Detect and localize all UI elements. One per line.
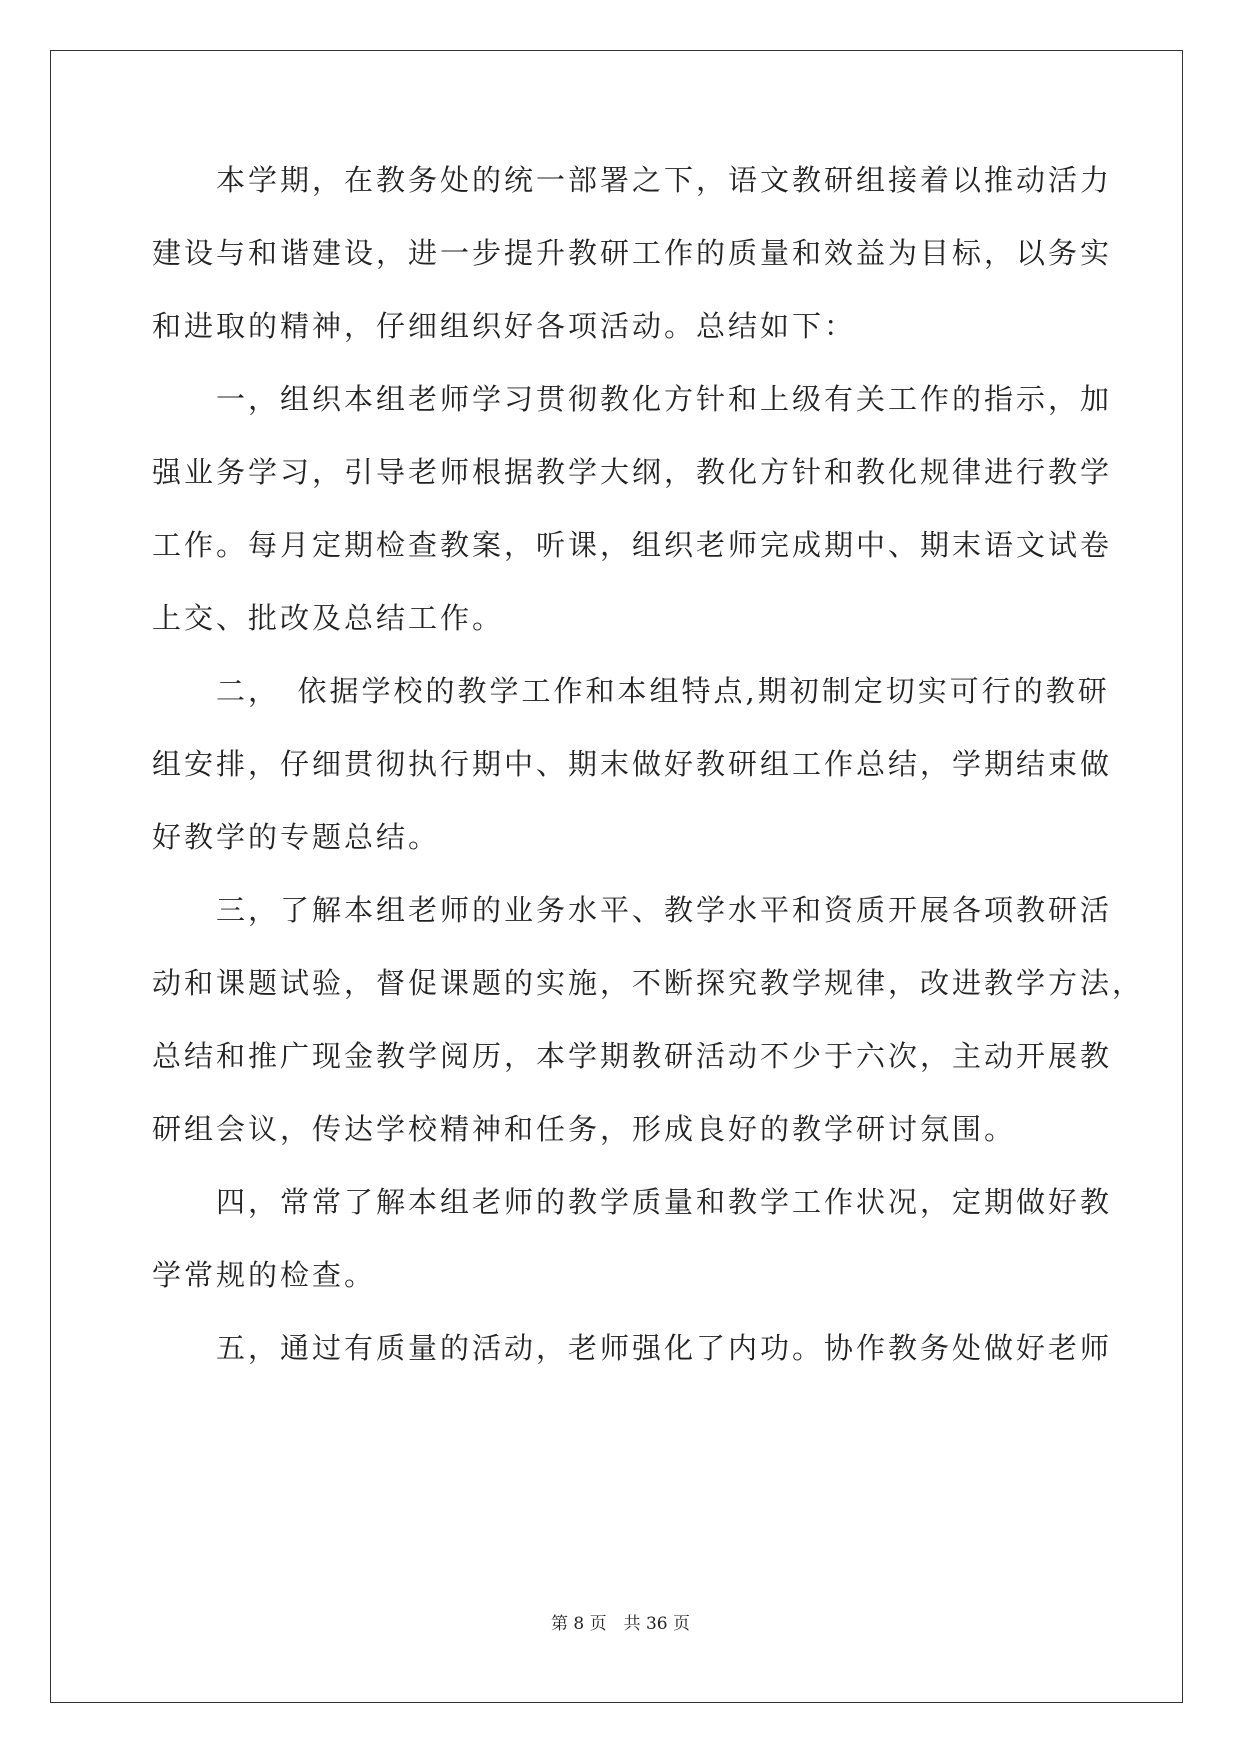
text-line: 强业务学习，引导老师根据教学大纲，教化方针和教化规律进行教学: [152, 455, 1113, 489]
text-line: 二， 依据学校的教学工作和本组特点,期初制定切实可行的教研: [152, 674, 1110, 708]
text-line: 本学期，在教务处的统一部署之下，语文教研组接着以推动活力: [152, 163, 1113, 197]
text-line: 四，常常了解本组老师的教学质量和教学工作状况，定期做好教: [152, 1185, 1113, 1219]
text-line: 组安排，仔细贯彻执行期中、期末做好教研组工作总结，学期结束做: [152, 747, 1113, 781]
text-line: 上交、批改及总结工作。: [152, 601, 505, 635]
text-line: 三，了解本组老师的业务水平、教学水平和资质开展各项教研活: [152, 893, 1113, 927]
text-line: 学常规的检查。: [152, 1258, 377, 1292]
text-line: 研组会议，传达学校精神和任务，形成良好的教学研讨氛围。: [152, 1112, 1017, 1146]
text-line: 好教学的专题总结。: [152, 820, 441, 854]
text-line: 建设与和谐建设，进一步提升教研工作的质量和效益为目标，以务实: [152, 236, 1113, 270]
text-line: 动和课题试验，督促课题的实施，不断探究教学规律，改进教学方法，: [152, 966, 1145, 1000]
page-border: [50, 50, 1183, 1703]
text-line: 工作。每月定期检查教案，听课，组织老师完成期中、期末语文试卷: [152, 528, 1113, 562]
text-line: 一，组织本组老师学习贯彻教化方针和上级有关工作的指示，加: [152, 382, 1113, 416]
page-number-footer: 第 8 页 共 36 页: [550, 1614, 691, 1634]
text-line: 总结和推广现金教学阅历，本学期教研活动不少于六次，主动开展教: [152, 1039, 1113, 1073]
text-line: 五，通过有质量的活动，老师强化了内功。协作教务处做好老师: [152, 1331, 1113, 1365]
text-line: 和进取的精神，仔细组织好各项活动。总结如下：: [152, 309, 857, 343]
